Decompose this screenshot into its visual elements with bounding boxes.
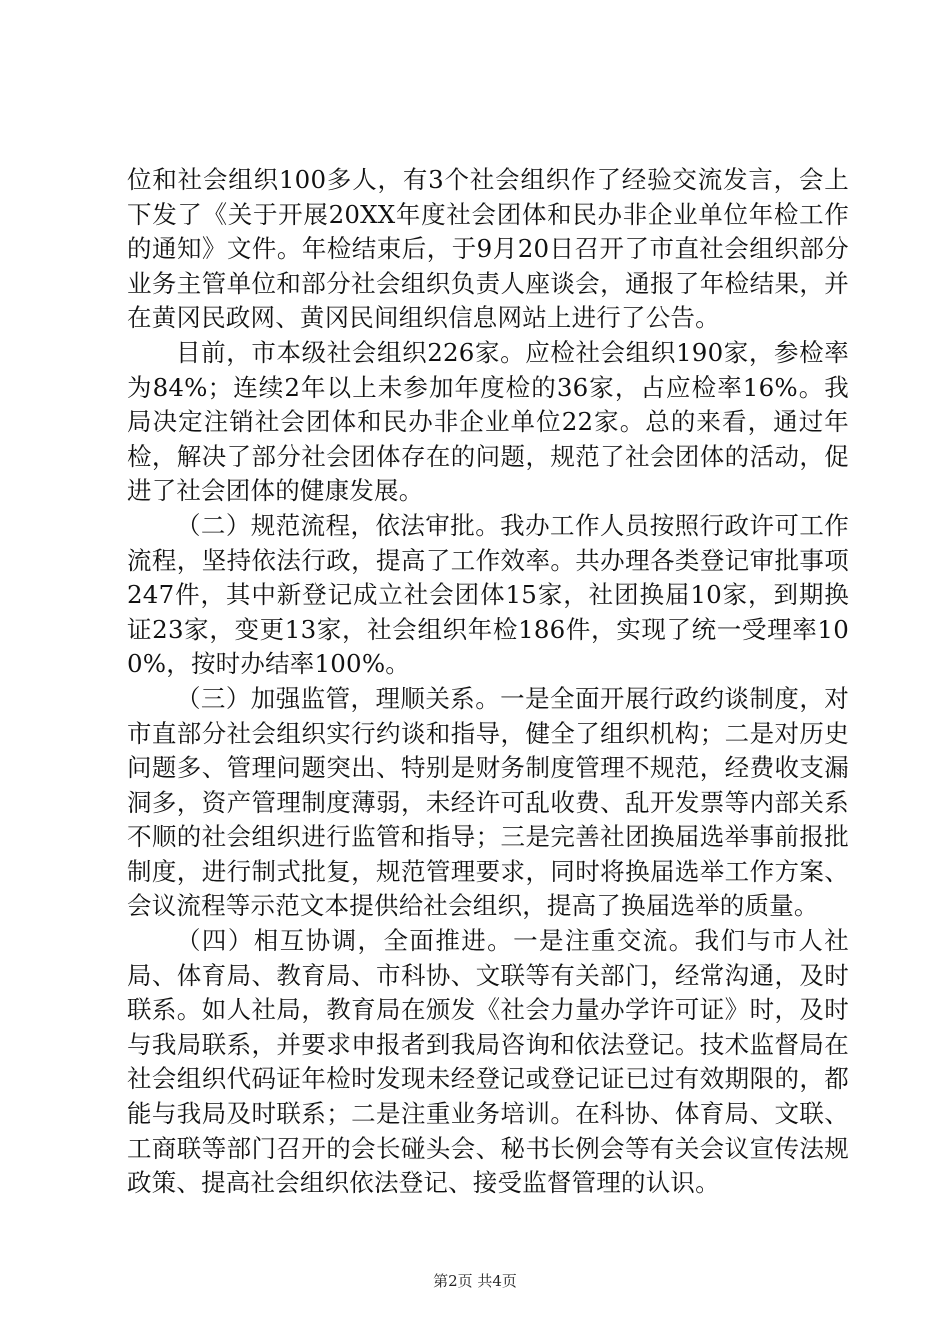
- paragraph-registration-stats: 目前，市本级社会组织226家。应检社会组织190家，参检率为84%；连续2年以上未参加年度检的36家，占应检率16%。我局决定注销社会团体和民办非企业单位22家。总的来看，通过年检，解决了部分社会团体存在的问题，规范了社会团体的活动，促进了社会团体的健康发展。: [127, 337, 849, 506]
- paragraph-section-three: （三）加强监管，理顺关系。一是全面开展行政约谈制度，对市直部分社会组织实行约谈和指导，健全了组织机构；二是对历史问题多、管理问题突出、特别是财务制度管理不规范，经费收支漏洞多，资产管理制度薄弱，未经许可乱收费、乱开发票等内部关系不顺的社会组织进行监管和指导；三是完善社团换届选举事前报批制度，进行制式批复，规范管理要求，同时将换届选举工作方案、会议流程等示范文本提供给社会组织，提高了换届选举的质量。: [127, 683, 849, 921]
- page-number-footer: 第2页 共4页: [433, 1272, 517, 1290]
- paragraph-section-two: （二）规范流程，依法审批。我办工作人员按照行政许可工作流程，坚持依法行政，提高了工作效率。共办理各类登记审批事项247件，其中新登记成立社会团体15家，社团换届10家，到期换证23家，变更13家，社会组织年检186件，实现了统一受理率100%，按时办结率100%。: [127, 510, 849, 679]
- document-body: [127, 163, 849, 1201]
- paragraph-section-four: （四）相互协调，全面推进。一是注重交流。我们与市人社局、体育局、教育局、市科协、文联等有关部门，经常沟通，及时联系。如人社局，教育局在颁发《社会力量办学许可证》时，及时与我局联系，并要求申报者到我局咨询和依法登记。技术监督局在社会组织代码证年检时发现未经登记或登记证已过有效期限的，都能与我局及时联系；二是注重业务培训。在科协、体育局、文联、工商联等部门召开的会长碰头会、秘书长例会等有关会议宣传法规政策、提高社会组织依法登记、接受监督管理的认识。: [127, 926, 849, 1198]
- paragraph-continuation: 位和社会组织100多人，有3个社会组织作了经验交流发言，会上下发了《关于开展20XX年度社会团体和民办非企业单位年检工作的通知》文件。年检结束后，于9月20日召开了市直社会组织部分业务主管单位和部分社会组织负责人座谈会，通报了年检结果，并在黄冈民政网、黄冈民间组织信息网站上进行了公告。: [127, 165, 849, 333]
